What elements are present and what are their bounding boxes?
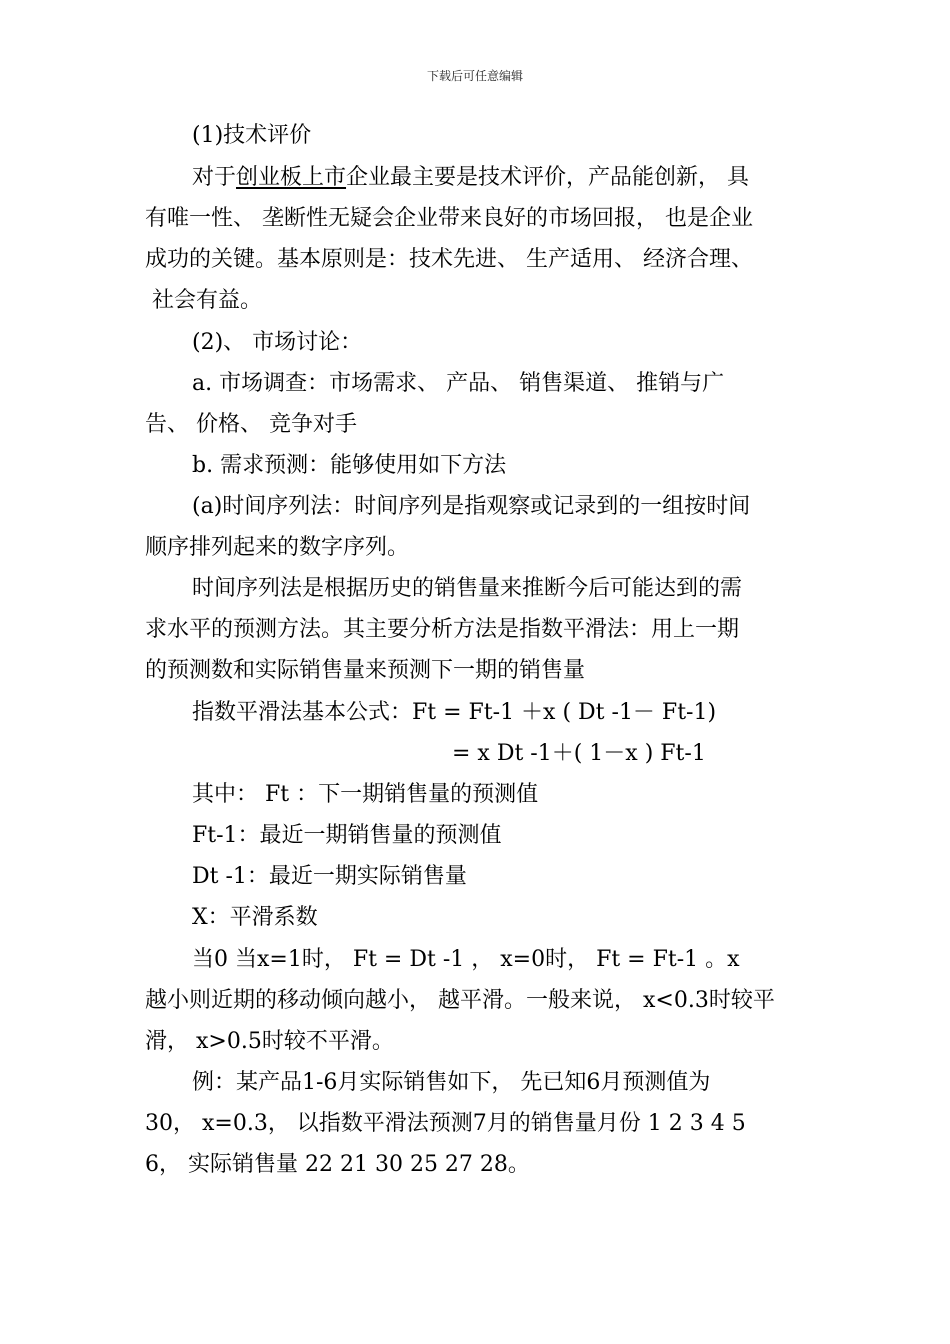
paragraph-line: (a)时间序列法：时间序列是指观察或记录到的一组按时间 — [192, 494, 751, 519]
paragraph-line: 告、 价格、 竞争对手 — [145, 412, 357, 437]
page-header: 下载后可任意编辑 — [426, 69, 523, 83]
section-heading-tech: (1)技术评价 — [192, 123, 312, 148]
example-line: 30， x=0.3， 以指数平滑法预测7月的销售量月份 1 2 3 4 5 — [145, 1111, 746, 1136]
paragraph-line: b. 需求预测：能够使用如下方法 — [192, 453, 507, 478]
example-line: 6， 实际销售量 22 21 30 25 27 28。 — [145, 1152, 530, 1177]
underlined-link-text: 创业板上市 — [236, 165, 347, 190]
paragraph-line: a. 市场调查：市场需求、 产品、 销售渠道、 推销与广 — [192, 371, 725, 396]
definition-line: 其中： Ft ：下一期销售量的预测值 — [192, 782, 539, 807]
paragraph-line: 的预测数和实际销售量来预测下一期的销售量 — [145, 658, 586, 683]
formula-line-2: = x Dt -1＋( 1－x ) Ft-1 — [452, 741, 706, 766]
text: 对于 — [192, 165, 237, 190]
paragraph-line — [192, 164, 862, 192]
paragraph-line: 求水平的预测方法。其主要分析方法是指数平滑法：用上一期 — [145, 617, 740, 642]
paragraph-line: 滑， x>0.5时较不平滑。 — [145, 1029, 394, 1054]
example-line: 例：某产品1-6月实际销售如下， 先已知6月预测值为 — [192, 1070, 711, 1095]
paragraph-line: 当0 当x=1时， Ft = Dt -1 ， x=0时， Ft = Ft-1 。x — [192, 947, 740, 972]
paragraph-line: 成功的关键。基本原则是：技术先进、 生产适用、 经济合理、 — [145, 247, 753, 272]
paragraph-line: 社会有益。 — [145, 288, 262, 313]
paragraph-line: 有唯一性、 垄断性无疑会企业带来良好的市场回报， 也是企业 — [145, 206, 753, 231]
paragraph-line: 越小则近期的移动倾向越小， 越平滑。一般来说， x<0.3时较平 — [145, 988, 775, 1013]
section-heading-market: (2)、 市场讨论： — [192, 330, 363, 355]
definition-line: Ft-1：最近一期销售量的预测值 — [192, 823, 502, 848]
formula-line-1: 指数平滑法基本公式：Ft = Ft-1 ＋x ( Dt -1－ Ft-1) — [192, 700, 717, 725]
definition-line: Dt -1：最近一期实际销售量 — [192, 864, 467, 889]
paragraph-line: 顺序排列起来的数字序列。 — [145, 535, 410, 560]
paragraph-line: 时间序列法是根据历史的销售量来推断今后可能达到的需 — [192, 576, 743, 601]
definition-line: X：平滑系数 — [192, 905, 318, 930]
text: 企业最主要是技术评价，产品能创新， 具 — [346, 165, 750, 190]
